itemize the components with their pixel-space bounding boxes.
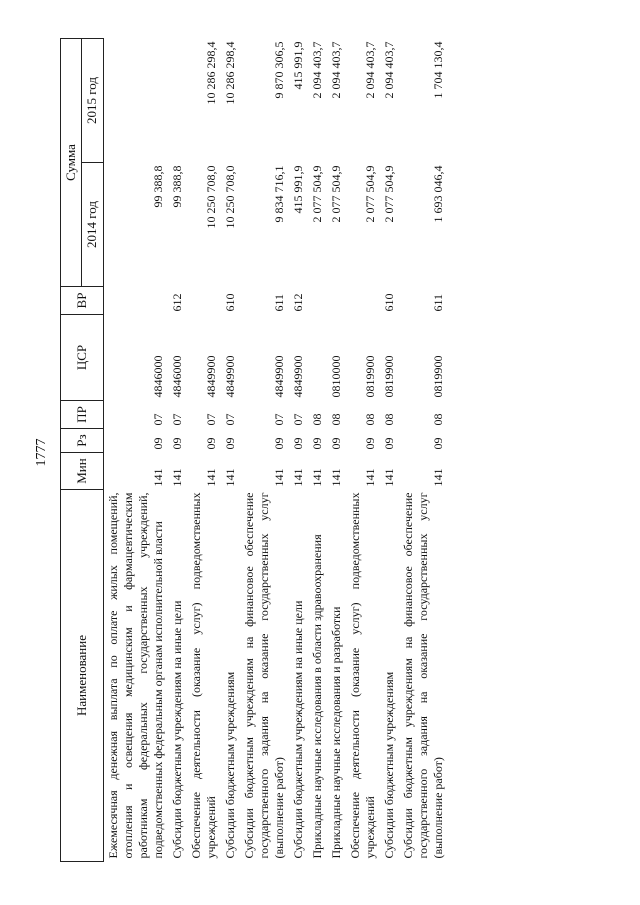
table-row bbox=[168, 39, 187, 862]
row-sum-2015 bbox=[168, 39, 187, 163]
row-sum-2014: 1 693 046,4 bbox=[430, 165, 445, 223]
row-sum-2015: 2 094 403,7 bbox=[328, 41, 343, 99]
row-pr: 07 bbox=[150, 413, 165, 426]
row-pr: 07 bbox=[271, 413, 286, 426]
row-min: 141 bbox=[290, 468, 305, 487]
table-row bbox=[240, 39, 289, 862]
row-sum-2014: 9 834 716,1 bbox=[271, 165, 286, 223]
row-csr: 0819900 bbox=[362, 355, 377, 398]
row-rz: 09 bbox=[222, 437, 237, 450]
row-name: Прикладные научные исследования и разработки bbox=[328, 606, 343, 859]
row-vr bbox=[103, 287, 168, 315]
row-min: 141 bbox=[430, 468, 445, 487]
page-number: 1777 bbox=[34, 438, 49, 467]
row-rz: 09 bbox=[381, 437, 396, 450]
row-sum-2014: 2 077 504,9 bbox=[328, 165, 343, 223]
table-row bbox=[187, 39, 221, 862]
row-name: Субсидии бюджетным учреждениям на финансовое обеспечение государственного задания на оказание государственных услуг (выполнение работ) bbox=[241, 492, 286, 859]
header-2014: 2014 год bbox=[82, 163, 103, 287]
row-rz: 09 bbox=[430, 437, 445, 450]
row-csr: 0810000 bbox=[328, 355, 343, 398]
row-min: 141 bbox=[169, 468, 184, 487]
row-name: Субсидии бюджетным учреждениям на иные цели bbox=[290, 600, 305, 859]
table-row bbox=[380, 39, 399, 862]
row-pr: 07 bbox=[290, 413, 305, 426]
row-min: 141 bbox=[222, 468, 237, 487]
row-sum-2015: 2 094 403,7 bbox=[381, 41, 396, 99]
row-vr bbox=[346, 287, 380, 315]
row-pr: 07 bbox=[203, 413, 218, 426]
row-vr: 611 bbox=[430, 293, 445, 312]
row-vr: 612 bbox=[169, 293, 184, 312]
row-name: Обеспечение деятельности (оказание услуг) подведомственных учреждений bbox=[347, 492, 377, 859]
row-name: Обеспечение деятельности (оказание услуг) подведомственных учреждений bbox=[188, 492, 218, 859]
header-name: Наименование bbox=[61, 490, 104, 862]
row-vr bbox=[187, 287, 221, 315]
row-sum-2015: 10 286 298,4 bbox=[203, 41, 218, 105]
row-sum-2014: 2 077 504,9 bbox=[309, 165, 324, 223]
row-sum-2014: 2 077 504,9 bbox=[381, 165, 396, 223]
row-sum-2014: 415 991,9 bbox=[290, 165, 305, 214]
row-min: 141 bbox=[381, 468, 396, 487]
row-pr: 08 bbox=[309, 413, 324, 426]
table-row bbox=[221, 39, 240, 862]
row-sum-2014: 99 388,8 bbox=[150, 165, 165, 208]
row-name: Субсидии бюджетным учреждениям на иные цели bbox=[169, 600, 184, 859]
row-sum-2015: 415 991,9 bbox=[290, 41, 305, 90]
table-row bbox=[103, 39, 168, 862]
row-min: 141 bbox=[271, 468, 286, 487]
header-pr: ПР bbox=[61, 401, 104, 429]
table-row bbox=[399, 39, 448, 862]
row-pr: 08 bbox=[362, 413, 377, 426]
row-min: 141 bbox=[328, 468, 343, 487]
row-csr bbox=[308, 315, 327, 401]
row-vr: 610 bbox=[381, 293, 396, 312]
row-vr: 612 bbox=[290, 293, 305, 312]
row-sum-2014: 2 077 504,9 bbox=[362, 165, 377, 223]
header-2015: 2015 год bbox=[82, 39, 103, 163]
row-vr bbox=[327, 287, 346, 315]
row-sum-2015 bbox=[103, 39, 168, 163]
header-csr: ЦСР bbox=[61, 315, 104, 401]
row-sum-2014: 10 250 708,0 bbox=[203, 165, 218, 229]
row-csr: 0819900 bbox=[430, 355, 445, 398]
header-sum: Сумма bbox=[61, 39, 82, 287]
row-csr: 4849900 bbox=[290, 355, 305, 398]
row-rz: 09 bbox=[328, 437, 343, 450]
row-rz: 09 bbox=[203, 437, 218, 450]
row-sum-2014: 10 250 708,0 bbox=[222, 165, 237, 229]
budget-table bbox=[60, 38, 448, 862]
row-name: Прикладные научные исследования в области здравоохранения bbox=[309, 534, 324, 859]
row-sum-2015: 2 094 403,7 bbox=[362, 41, 377, 99]
table-row bbox=[308, 39, 327, 862]
header-min: Мин bbox=[61, 453, 104, 490]
row-vr: 610 bbox=[222, 293, 237, 312]
row-csr: 0819900 bbox=[381, 355, 396, 398]
row-csr: 4849900 bbox=[271, 355, 286, 398]
row-csr: 4849900 bbox=[222, 355, 237, 398]
row-csr: 4846000 bbox=[150, 355, 165, 398]
row-min: 141 bbox=[362, 468, 377, 487]
row-sum-2015: 10 286 298,4 bbox=[222, 41, 237, 105]
row-rz: 09 bbox=[309, 437, 324, 450]
row-rz: 09 bbox=[362, 437, 377, 450]
row-pr: 08 bbox=[381, 413, 396, 426]
row-min: 141 bbox=[203, 468, 218, 487]
row-rz: 09 bbox=[290, 437, 305, 450]
row-rz: 09 bbox=[150, 437, 165, 450]
row-vr bbox=[308, 287, 327, 315]
row-sum-2015: 1 704 130,4 bbox=[430, 41, 445, 99]
row-sum-2015: 2 094 403,7 bbox=[309, 41, 324, 99]
header-vr: ВР bbox=[61, 287, 104, 315]
row-min: 141 bbox=[150, 468, 165, 487]
row-name: Субсидии бюджетным учреждениям bbox=[222, 671, 237, 859]
row-pr: 08 bbox=[328, 413, 343, 426]
table-row bbox=[346, 39, 380, 862]
row-pr: 07 bbox=[169, 413, 184, 426]
row-name: Ежемесячная денежная выплата по оплате жилых помещений, отопления и освещения медицинским и фармацевтическим работникам федеральных государственных учреждений, подведомственных федеральным органам исполнительной власти bbox=[105, 492, 165, 859]
row-vr: 611 bbox=[271, 293, 286, 312]
row-name: Субсидии бюджетным учреждениям bbox=[381, 671, 396, 859]
header-rz: Рз bbox=[61, 429, 104, 453]
row-sum-2014: 99 388,8 bbox=[169, 165, 184, 208]
row-name: Субсидии бюджетным учреждениям на финансовое обеспечение государственного задания на оказание государственных услуг (выполнение работ) bbox=[400, 492, 445, 859]
table-row bbox=[289, 39, 308, 862]
row-rz: 09 bbox=[169, 437, 184, 450]
row-min: 141 bbox=[309, 468, 324, 487]
row-rz: 09 bbox=[271, 437, 286, 450]
row-pr: 07 bbox=[222, 413, 237, 426]
row-sum-2015: 9 870 306,5 bbox=[271, 41, 286, 99]
table-row bbox=[327, 39, 346, 862]
row-csr: 4846000 bbox=[169, 355, 184, 398]
row-csr: 4849900 bbox=[203, 355, 218, 398]
row-pr: 08 bbox=[430, 413, 445, 426]
